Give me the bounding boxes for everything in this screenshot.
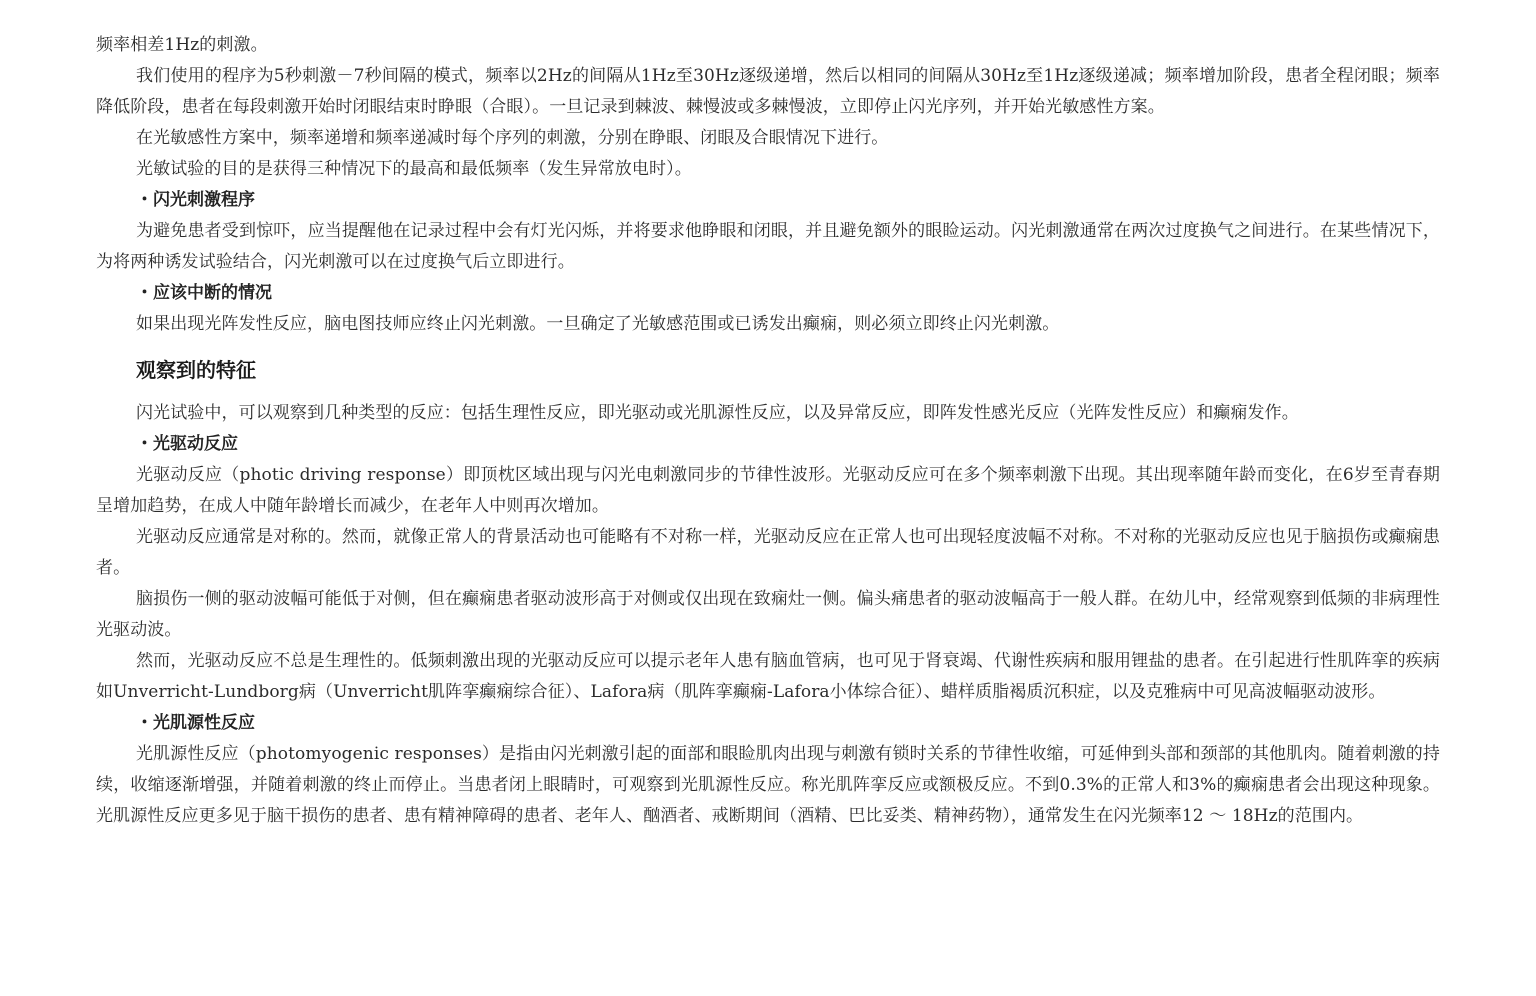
- paragraph: 光敏试验的目的是获得三种情况下的最高和最低频率（发生异常放电时）。: [136, 159, 692, 179]
- paragraph: 光驱动反应（photic driving response）即顶枕区域出现与闪光电刺激同步的节律性波形。光驱动反应可在多个频率刺激下出现。其出现率随年龄而变化，在6岁至青春期呈增加趋势，在成人中随年龄增长而减少，在老年人中则再次增加。: [96, 465, 1440, 516]
- subheading: ・应该中断的情况: [136, 283, 272, 303]
- paragraph: 我们使用的程序为5秒刺激－7秒间隔的模式，频率以2Hz的间隔从1Hz至30Hz逐级递增，然后以相同的间隔从30Hz至1Hz逐级递减；频率增加阶段，患者全程闭眼；频率降低阶段，患者在每段刺激开始时闭眼结束时睁眼（合眼）。一旦记录到棘波、棘慢波或多棘慢波，立即停止闪光序列，并开始光敏感性方案。: [96, 66, 1440, 117]
- paragraph: 闪光试验中，可以观察到几种类型的反应：包括生理性反应，即光驱动或光肌源性反应，以及异常反应，即阵发性感光反应（光阵发性反应）和癫痫发作。: [136, 403, 1299, 423]
- paragraph: 如果出现光阵发性反应，脑电图技师应终止闪光刺激。一旦确定了光敏感范围或已诱发出癫痫，则必须立即终止闪光刺激。: [136, 314, 1060, 334]
- subheading: ・光肌源性反应: [136, 713, 255, 733]
- paragraph: 频率相差1Hz的刺激。: [96, 35, 268, 55]
- paragraph: 脑损伤一侧的驱动波幅可能低于对侧，但在癫痫患者驱动波形高于对侧或仅出现在致痫灶一侧。偏头痛患者的驱动波幅高于一般人群。在幼儿中，经常观察到低频的非病理性光驱动波。: [96, 589, 1440, 640]
- paragraph: 光驱动反应通常是对称的。然而，就像正常人的背景活动也可能略有不对称一样，光驱动反应在正常人也可出现轻度波幅不对称。不对称的光驱动反应也见于脑损伤或癫痫患者。: [96, 527, 1440, 578]
- section-heading: 观察到的特征: [136, 358, 256, 382]
- paragraph: 在光敏感性方案中，频率递增和频率递减时每个序列的刺激，分别在睁眼、闭眼及合眼情况下进行。: [136, 128, 889, 148]
- paragraph: 然而，光驱动反应不总是生理性的。低频刺激出现的光驱动反应可以提示老年人患有脑血管病，也可见于肾衰竭、代谢性疾病和服用锂盐的患者。在引起进行性肌阵挛的疾病如Unverricht-Lundborg病（Unverricht肌阵挛癫痫综合征）、Lafora病（肌阵挛癫痫-Lafora小体综合征）、蜡样质脂褐质沉积症，以及克雅病中可见高波幅驱动波形。: [96, 651, 1440, 702]
- paragraph: 光肌源性反应（photomyogenic responses）是指由闪光刺激引起的面部和眼睑肌肉出现与刺激有锁时关系的节律性收缩，可延伸到头部和颈部的其他肌肉。随着刺激的持续，收缩逐渐增强，并随着刺激的终止而停止。当患者闭上眼睛时，可观察到光肌源性反应。称光肌阵挛反应或额极反应。不到0.3%的正常人和3%的癫痫患者会出现这种现象。光肌源性反应更多见于脑干损伤的患者、患有精神障碍的患者、老年人、酗酒者、戒断期间（酒精、巴比妥类、精神药物），通常发生在闪光频率12 ～ 18Hz的范围内。: [96, 744, 1440, 826]
- document-page: [96, 30, 1440, 832]
- subheading: ・闪光刺激程序: [136, 190, 255, 210]
- subheading: ・光驱动反应: [136, 434, 238, 454]
- paragraph: 为避免患者受到惊吓，应当提醒他在记录过程中会有灯光闪烁，并将要求他睁眼和闭眼，并且避免额外的眼睑运动。闪光刺激通常在两次过度换气之间进行。在某些情况下，为将两种诱发试验结合，闪光刺激可以在过度换气后立即进行。: [96, 221, 1440, 272]
